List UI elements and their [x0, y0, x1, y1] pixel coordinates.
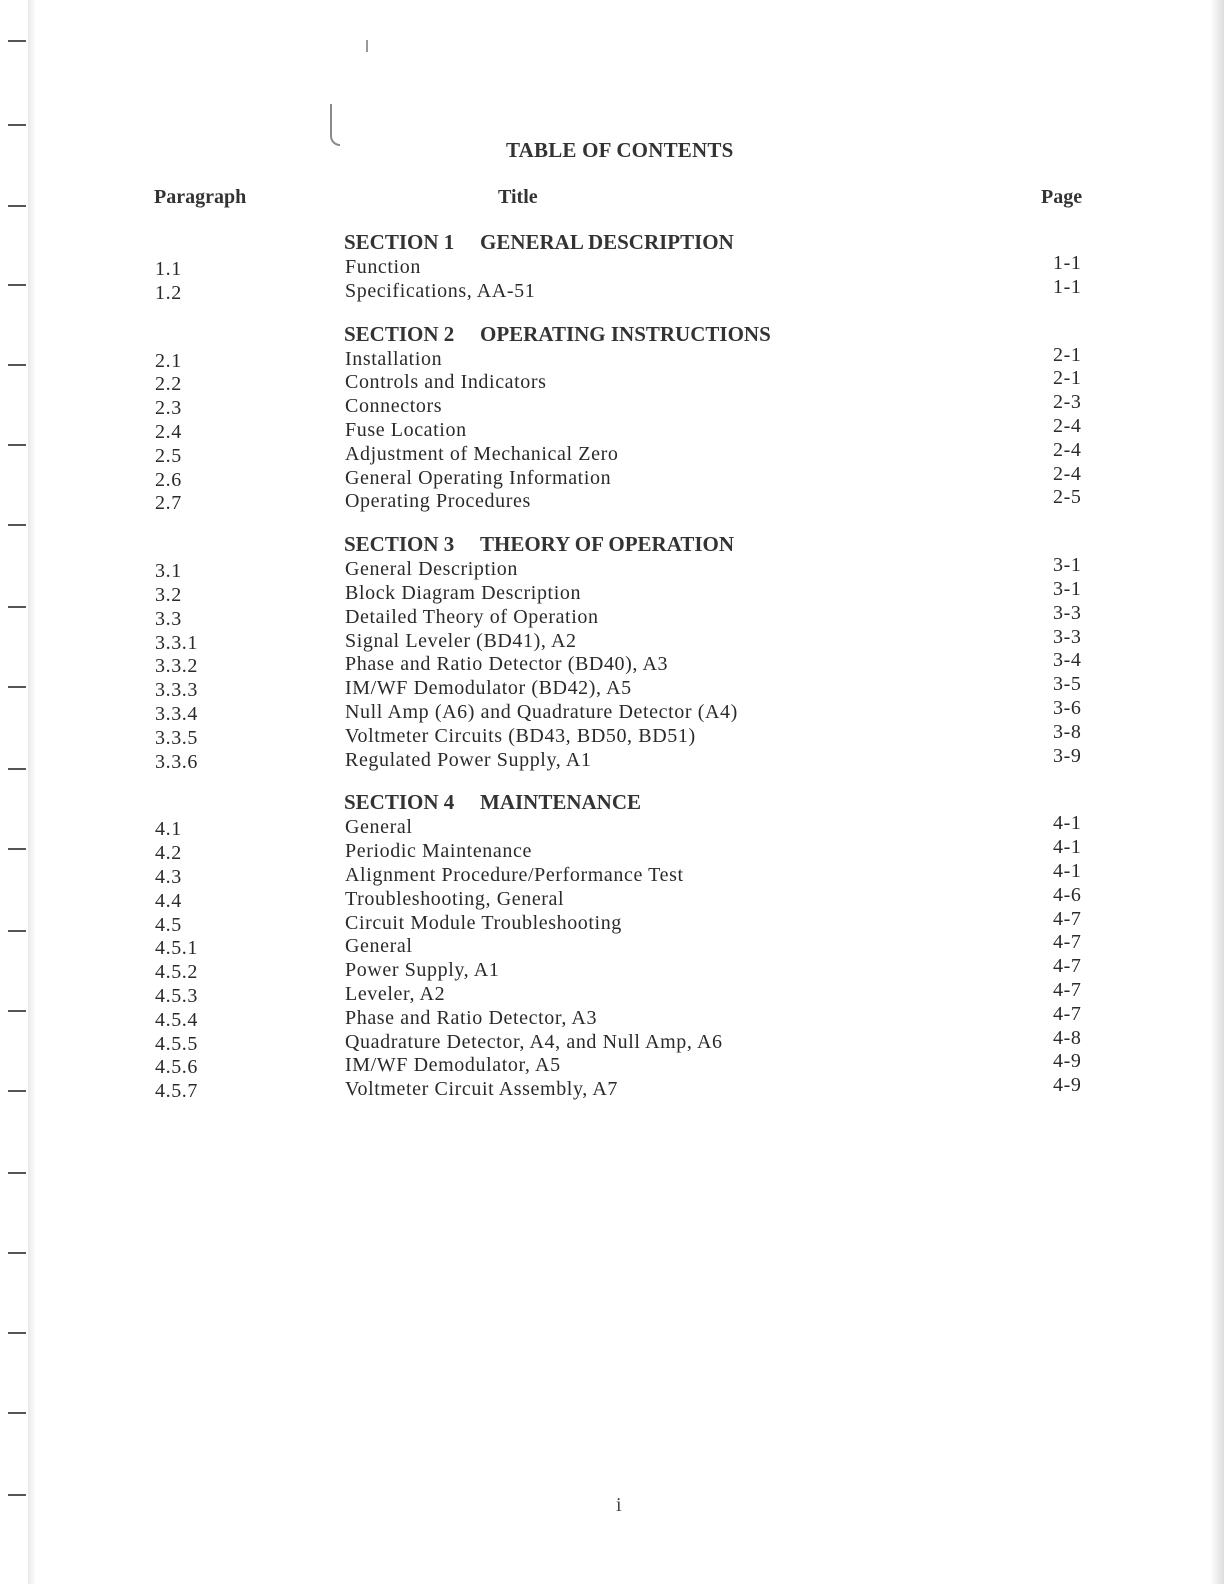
- entry-page: 4-7: [1053, 955, 1082, 978]
- margin-tick-mark: [8, 1412, 26, 1414]
- entry-paragraph-number: 3.3.1: [155, 631, 198, 654]
- entry-title: Alignment Procedure/Performance Test: [345, 863, 684, 886]
- entry-paragraph-number: 2.3: [155, 397, 182, 420]
- entry-title: Function: [345, 256, 421, 278]
- toc-section: [0, 230, 1224, 304]
- toc-entry: [0, 554, 1224, 583]
- column-header-title: Title: [498, 186, 538, 208]
- entry-paragraph-number: 2.6: [155, 468, 182, 491]
- toc-entry: [0, 649, 1224, 678]
- entry-paragraph-number: 3.3.4: [155, 702, 198, 725]
- entry-title: General Operating Information: [345, 466, 612, 489]
- entry-paragraph-number: 4.2: [155, 842, 182, 865]
- toc-entry: [0, 625, 1224, 654]
- entry-paragraph-number: 4.5: [155, 913, 182, 936]
- entry-page: 2-4: [1053, 462, 1082, 485]
- entry-page: 3-3: [1053, 625, 1082, 648]
- entry-title: Quadrature Detector, A4, and Null Amp, A6: [345, 1030, 723, 1053]
- section-name: MAINTENANCE: [480, 790, 642, 815]
- entry-title: Installation: [345, 347, 443, 370]
- entry-page: 3-4: [1053, 649, 1082, 672]
- section-heading: [344, 790, 1224, 816]
- entry-page: 4-7: [1053, 978, 1082, 1001]
- section-number: SECTION 1: [344, 230, 455, 254]
- entry-paragraph-number: 4.5.6: [155, 1056, 198, 1079]
- entry-page: 2-4: [1053, 414, 1082, 437]
- entry-title: Troubleshooting, General: [345, 887, 565, 910]
- entry-title: General Description: [345, 558, 519, 581]
- toc-entry: [0, 275, 1224, 304]
- entry-page: 2-4: [1053, 438, 1082, 461]
- scan-artifact-mark: [330, 104, 340, 146]
- entry-title: Signal Leveler (BD41), A2: [345, 629, 577, 652]
- entry-page: 4-1: [1053, 812, 1082, 835]
- entry-page: 3-6: [1053, 696, 1082, 719]
- entry-title: Voltmeter Circuits (BD43, BD50, BD51): [345, 724, 696, 747]
- toc-entry: [0, 859, 1224, 888]
- section-heading: [344, 230, 1224, 256]
- entry-page: 3-9: [1053, 744, 1082, 767]
- toc-entry: [0, 883, 1224, 912]
- entry-page: 1-1: [1053, 275, 1082, 298]
- entry-paragraph-number: 3.3: [155, 607, 182, 630]
- entry-paragraph-number: 3.3.6: [155, 750, 198, 773]
- entry-title: Regulated Power Supply, A1: [345, 748, 592, 771]
- entry-title: Phase and Ratio Detector, A3: [345, 1006, 598, 1029]
- entry-title: Null Amp (A6) and Quadrature Detector (A4): [345, 700, 738, 723]
- toc-section: [0, 532, 1224, 772]
- entry-page: 4-7: [1053, 931, 1082, 954]
- toc-entry: [0, 343, 1224, 372]
- toc-entry: [0, 812, 1224, 841]
- entry-title: General: [345, 816, 413, 839]
- toc-entry: [0, 367, 1224, 396]
- toc-section: [0, 322, 1224, 515]
- toc-entry: [0, 955, 1224, 984]
- toc-entry: [0, 252, 1224, 280]
- toc-entry: [0, 720, 1224, 749]
- entry-paragraph-number: 3.3.3: [155, 679, 198, 702]
- entry-page: 4-6: [1053, 883, 1082, 906]
- entry-page: 3-8: [1053, 720, 1082, 743]
- entry-page: 4-7: [1053, 907, 1082, 930]
- entry-page: 4-9: [1053, 1050, 1082, 1073]
- toc-entry: [0, 1002, 1224, 1031]
- entry-paragraph-number: 2.1: [155, 349, 182, 372]
- entry-page: 4-8: [1053, 1026, 1082, 1049]
- entry-paragraph-number: 4.5.4: [155, 1008, 198, 1031]
- margin-tick-mark: [8, 205, 26, 207]
- entry-paragraph-number: 1.1: [155, 258, 182, 280]
- entry-title: Fuse Location: [345, 418, 467, 441]
- entry-paragraph-number: 4.4: [155, 889, 182, 912]
- section-name: GENERAL DESCRIPTION: [480, 230, 734, 254]
- entry-title: Phase and Ratio Detector (BD40), A3: [345, 653, 669, 676]
- entry-title: Operating Procedures: [345, 490, 531, 513]
- entry-title: Detailed Theory of Operation: [345, 605, 599, 628]
- margin-tick-mark: [8, 1172, 26, 1174]
- toc-entry: [0, 978, 1224, 1007]
- entry-page: 2-1: [1053, 367, 1082, 390]
- entry-paragraph-number: 1.2: [155, 281, 182, 304]
- entry-paragraph-number: 4.1: [155, 818, 182, 841]
- toc-entry: [0, 907, 1224, 936]
- entry-paragraph-number: 2.2: [155, 373, 182, 396]
- section-name: OPERATING INSTRUCTIONS: [480, 321, 771, 346]
- entry-paragraph-number: 4.5.3: [155, 984, 198, 1007]
- toc-entry: [0, 836, 1224, 865]
- entry-page: 3-1: [1053, 577, 1082, 600]
- entry-title: General: [345, 935, 413, 958]
- entry-title: Voltmeter Circuit Assembly, A7: [345, 1078, 618, 1101]
- entry-title: Controls and Indicators: [345, 371, 547, 394]
- toc-entry: [0, 601, 1224, 630]
- column-header-page: Page: [1041, 186, 1083, 208]
- entry-title: Circuit Module Troubleshooting: [345, 911, 622, 934]
- scan-artifact-tick: [366, 40, 368, 52]
- entry-title: Periodic Maintenance: [345, 840, 532, 863]
- entry-page: 3-1: [1053, 554, 1082, 577]
- table-of-contents: [0, 230, 1224, 1102]
- entry-paragraph-number: 2.5: [155, 444, 182, 467]
- margin-tick-mark: [8, 1252, 26, 1254]
- entry-title: Connectors: [345, 395, 443, 418]
- toc-entry: [0, 1074, 1224, 1103]
- entry-title: Power Supply, A1: [345, 959, 500, 982]
- toc-entry: [0, 1026, 1224, 1055]
- entry-page: 4-7: [1053, 1002, 1082, 1025]
- entry-page: 2-5: [1053, 486, 1082, 509]
- toc-entry: [0, 673, 1224, 702]
- column-header-paragraph: Paragraph: [154, 186, 247, 208]
- entry-paragraph-number: 2.7: [155, 492, 182, 515]
- margin-tick-mark: [8, 40, 26, 42]
- page-number: i: [616, 1494, 622, 1516]
- toc-entry: [0, 414, 1224, 443]
- section-heading: [344, 532, 1224, 558]
- entry-page: 4-9: [1053, 1074, 1082, 1097]
- entry-paragraph-number: 3.2: [155, 583, 182, 606]
- toc-entry: [0, 577, 1224, 606]
- entry-paragraph-number: 3.3.2: [155, 655, 198, 678]
- entry-page: 2-1: [1053, 343, 1082, 366]
- entry-title: IM/WF Demodulator, A5: [345, 1054, 561, 1077]
- entry-title: Block Diagram Description: [345, 581, 582, 604]
- section-name: THEORY OF OPERATION: [480, 532, 734, 557]
- entry-paragraph-number: 4.5.5: [155, 1032, 198, 1055]
- margin-tick-mark: [8, 1332, 26, 1334]
- entry-paragraph-number: 4.5.7: [155, 1080, 198, 1103]
- margin-tick-mark: [8, 1494, 26, 1496]
- toc-entry: [0, 462, 1224, 491]
- toc-entry: [0, 486, 1224, 515]
- toc-entry: [0, 696, 1224, 725]
- entry-page: 2-3: [1053, 391, 1082, 414]
- entry-paragraph-number: 2.4: [155, 420, 182, 443]
- entry-paragraph-number: 3.1: [155, 560, 182, 583]
- entry-paragraph-number: 3.3.5: [155, 726, 198, 749]
- entry-page: 3-5: [1053, 673, 1082, 696]
- entry-title: Leveler, A2: [345, 982, 446, 1005]
- entry-paragraph-number: 4.5.1: [155, 937, 198, 960]
- toc-section: [0, 790, 1224, 1102]
- entry-title: Specifications, AA-51: [345, 279, 536, 302]
- section-number: SECTION 4: [344, 790, 455, 815]
- toc-entry: [0, 1050, 1224, 1079]
- toc-entry: [0, 931, 1224, 960]
- page-title: TABLE OF CONTENTS: [506, 138, 734, 162]
- entry-paragraph-number: 4.5.2: [155, 961, 198, 984]
- section-heading: [344, 322, 1224, 348]
- entry-paragraph-number: 4.3: [155, 865, 182, 888]
- toc-entry: [0, 391, 1224, 420]
- entry-page: 4-1: [1053, 836, 1082, 859]
- entry-page: 4-1: [1053, 859, 1082, 882]
- entry-page: 1-1: [1053, 252, 1082, 274]
- entry-page: 3-3: [1053, 601, 1082, 624]
- entry-title: Adjustment of Mechanical Zero: [345, 442, 619, 465]
- toc-entry: [0, 744, 1224, 773]
- section-number: SECTION 3: [344, 532, 455, 557]
- entry-title: IM/WF Demodulator (BD42), A5: [345, 677, 632, 700]
- section-number: SECTION 2: [344, 321, 455, 346]
- toc-entry: [0, 438, 1224, 467]
- margin-tick-mark: [8, 124, 26, 126]
